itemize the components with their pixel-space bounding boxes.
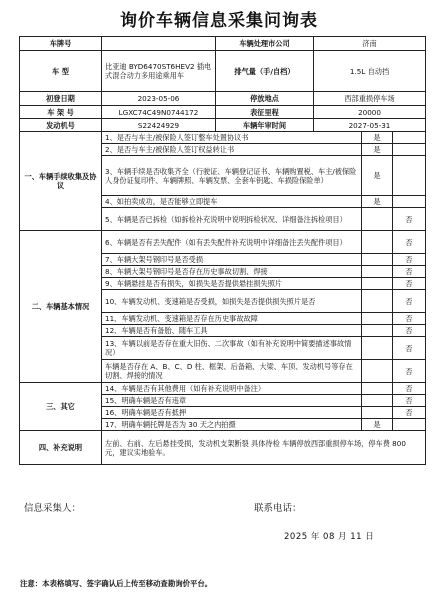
vehicle-place-value: 济南 (314, 37, 426, 51)
row-3-yes: 是 (362, 156, 393, 196)
plate-value (102, 37, 216, 51)
row-6-yes (362, 231, 393, 254)
signature-date: 2025 年 08 月 11 日 (284, 532, 375, 542)
row-7-no: 否 (393, 254, 426, 266)
row-16-no: 否 (393, 395, 426, 407)
row-10-yes (362, 290, 393, 313)
parking-value: 西部重损停车场 (314, 92, 426, 106)
row-13-no: 否 (393, 337, 426, 360)
row-12-yes (362, 325, 393, 337)
row-4-no (393, 196, 426, 208)
row-5-text: 5、车辆是否已拆检（如拆检补充说明中说明拆检状况、详细备注拆检项目） (102, 208, 362, 231)
row-3-text: 3、车辆手续是否收集齐全（行驶证、车辆登记证书、车辆购置税、车主/被保险人身份证复印件、车辆牌照、车辆发票、全套车钥匙、车损险保险单） (102, 156, 362, 196)
phone-label: 联系电话： (254, 503, 302, 514)
row-17-no: 否 (393, 407, 426, 419)
row-12-text: 12、车辆是否有备胎、随车工具 (102, 325, 362, 337)
displacement-label: 排气量（手/自档） (216, 51, 314, 92)
row-5-yes (362, 208, 393, 231)
row-17-yes (362, 407, 393, 419)
row-18-text: 17、明确车辆托牌是否为 30 天之内拍摄 (102, 419, 362, 431)
annual-label: 车辆年审时间 (216, 119, 314, 132)
row-11-text: 11、车辆发动机、变速箱是否存在历史事故故障 (102, 313, 362, 325)
checklist-row (20, 132, 426, 144)
row-15-yes (362, 383, 393, 395)
row-10-text: 10、车辆发动机、变速箱是否受损，如损失是否提供损失照片是否 (102, 290, 362, 313)
row-17-text: 16、明确车辆是否有抵押 (102, 407, 362, 419)
row-12-no: 否 (393, 325, 426, 337)
row-15-text: 14、车辆是否有其他费用（如有补充说明中备注） (102, 383, 362, 395)
parking-label: 停放地点 (216, 92, 314, 106)
row-16-text: 15、明确车辆是否有违章 (102, 395, 362, 407)
engine-label: 发动机号 (20, 119, 102, 132)
plate-label: 车牌号 (20, 37, 102, 51)
checklist-row (20, 231, 426, 254)
vin-value: LGXC74C49N0744172 (102, 106, 216, 119)
form-title: 询价车辆信息采集问询表 (120, 11, 318, 31)
row-11-yes (362, 313, 393, 325)
row-7-yes (362, 254, 393, 266)
annual-value: 2027-05-31 (314, 119, 426, 132)
vehicle-info-table (19, 36, 426, 465)
row-8-text: 8、车辆大架号钢印号是否存在历史事故切割、焊接 (102, 266, 362, 278)
row-6-text: 6、车辆是否有丢失配件（如有丢失配件补充说明中详细备注丢失配件项目） (102, 231, 362, 254)
mileage-value: 20000 (314, 106, 426, 119)
row-8-no: 否 (393, 266, 426, 278)
row-9-yes (362, 278, 393, 290)
checklist-row (20, 383, 426, 395)
engine-value: S22424929 (102, 119, 216, 132)
row-4-text: 4、如拍卖成功，是否能够立即提车 (102, 196, 362, 208)
row-14-no: 否 (393, 360, 426, 383)
row-14-yes (362, 360, 393, 383)
section-3-label: 三、其它 (20, 383, 102, 431)
row-4-yes: 是 (362, 196, 393, 208)
row-10-no: 否 (393, 290, 426, 313)
row-13-text: 13、车辆以前是否存在重大旧伤、二次事故（如有补充说明中简要描述事故情况） (102, 337, 362, 360)
row-18-yes: 是 (362, 419, 393, 431)
first-reg-row (20, 92, 426, 106)
row-13-yes (362, 337, 393, 360)
row-7-text: 7、车辆大架号钢印号是否受损 (102, 254, 362, 266)
footer-note: 注意：本表格填写、签字确认后上传至移动查勘询价平台。 (20, 579, 213, 588)
section-2-label: 二、车辆基本情况 (20, 231, 102, 383)
displacement-value: 1.5L 自动挡 (314, 51, 426, 92)
row-5-no: 否 (393, 208, 426, 231)
supplement-row (20, 431, 426, 465)
first-reg-value: 2023-05-06 (102, 92, 216, 106)
row-11-no: 否 (393, 313, 426, 325)
vin-label: 车 架 号 (20, 106, 102, 119)
row-1-yes: 是 (362, 132, 393, 144)
row-18-no (393, 419, 426, 431)
row-2-text: 2、是否与车主/被保险人签订权益转让书 (102, 144, 362, 156)
row-15-no: 否 (393, 383, 426, 395)
first-reg-label: 初登日期 (20, 92, 102, 106)
plate-row (20, 37, 426, 51)
row-9-text: 9、车辆悬挂是否有损失，如损失是否提供悬挂损失照片 (102, 278, 362, 290)
row-1-text: 1、是否与车主/被保险人签订整车处置协议书 (102, 132, 362, 144)
engine-row (20, 119, 426, 132)
vin-row (20, 106, 426, 119)
row-8-yes (362, 266, 393, 278)
row-2-no (393, 144, 426, 156)
row-2-yes: 是 (362, 144, 393, 156)
row-14-text: 车辆是否存在 A、B、C、D 柱、框架、后备箱、大梁、车顶、发动机号等存在切割、焊接的情况 (102, 360, 362, 383)
supplement-text: 左前、右前、左后悬挂受损，发动机支架断裂 具体待检 车辆停放西部重损停车场，停车费 800 元，建议实地验车。 (102, 431, 426, 465)
model-value: 比亚迪 BYD6470ST6HEV2 插电式混合动力多用途乘用车 (102, 51, 216, 92)
model-row (20, 51, 426, 92)
model-label: 车 型 (20, 51, 102, 92)
row-3-no (393, 156, 426, 196)
row-16-yes (362, 395, 393, 407)
section-1-label: 一、车辆手续收集及协议 (20, 132, 102, 231)
mileage-label: 表征里程 (216, 106, 314, 119)
row-1-no (393, 132, 426, 144)
row-9-no: 否 (393, 278, 426, 290)
vehicle-place-label: 车辆处理市公司 (216, 37, 314, 51)
collector-label: 信息采集人： (24, 503, 82, 514)
row-6-no: 否 (393, 231, 426, 254)
section-4-label: 四、补充说明 (20, 431, 102, 465)
